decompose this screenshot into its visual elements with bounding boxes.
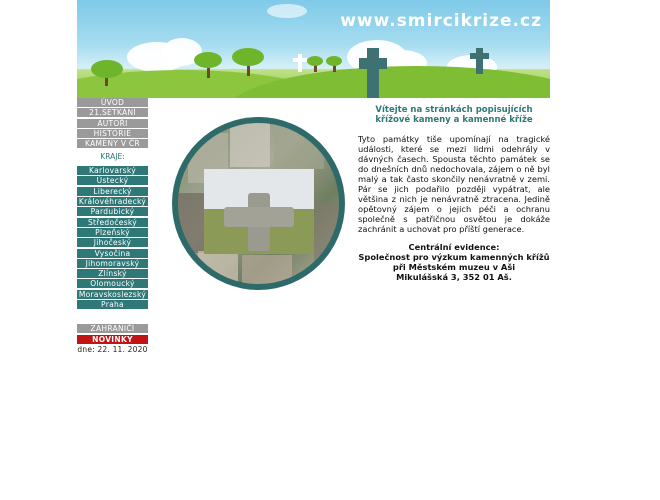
region-olomoucky[interactable]: Olomoucký [77, 279, 148, 288]
region-praha[interactable]: Praha [77, 300, 148, 309]
menu-item-autori[interactable]: AUTOŘI [77, 119, 148, 128]
evidence-title: Centrální evidence: [408, 242, 500, 252]
region-pardubicky[interactable]: Pardubický [77, 207, 148, 216]
site-title: www.smircikrize.cz [340, 11, 542, 31]
region-vysocina[interactable]: Vysočina [77, 249, 148, 258]
intro-text: Tyto památky tiše upomínají na tragické události, které se mezi lidmi odehrály v dávných časech. Spousta těchto památek se do dnešních dnů nedochovala, zájem o ně byl malý a tak často skončily nenávratně v zemi. Pár se jich podařilo později vypátrat, ale většina z nich je nenávratně ztracena. Jedině opětovný zájem o jejich péči a ochranu společně s patřičnou osvětou je dokáže zachránit a uchovat pro příští generace. [358, 134, 550, 234]
menu-item-setkani[interactable]: 21.SETKÁNÍ [77, 108, 148, 117]
photo-tile [274, 127, 324, 169]
cross-icon [293, 58, 307, 62]
hill [227, 66, 550, 98]
stone-cross-arm [224, 207, 294, 227]
photo-tile [314, 203, 339, 263]
photo-tile [230, 123, 270, 167]
cross-icon [298, 54, 302, 72]
menu-item-uvod[interactable]: ÚVOD [77, 98, 148, 107]
region-kralovehradecky[interactable]: Královéhradecký [78, 197, 147, 207]
tree [91, 60, 123, 78]
tree [307, 56, 323, 66]
welcome-heading [358, 105, 550, 125]
evidence-place: při Městském muzeu v Aši [392, 262, 516, 272]
evidence-organization: Společnost pro výzkum kamenných křížů [358, 252, 550, 262]
cross-icon [476, 48, 483, 74]
region-jihomoravsky[interactable]: Jihomoravský [77, 259, 148, 268]
header-banner [77, 0, 550, 98]
photo-collage [178, 123, 339, 284]
stone-cross-photo [172, 117, 345, 290]
evidence-address: Mikulášská 3, 352 01 Aš. [396, 272, 512, 282]
menu-item-novinky[interactable]: NOVINKY [77, 335, 148, 344]
welcome-line-2: křížové kameny a kamenné kříže [375, 115, 533, 125]
cross-icon [367, 48, 379, 98]
cross-icon [470, 53, 489, 59]
left-menu [77, 98, 148, 354]
region-moravskoslezsky[interactable]: Moravskoslezský [78, 289, 147, 299]
menu-item-kameny-v-cr[interactable]: KAMENY V ČR [77, 139, 148, 148]
region-karlovarsky[interactable]: Karlovarský [77, 166, 148, 175]
cloud [267, 4, 307, 18]
tree [194, 52, 222, 68]
main-content [358, 105, 550, 282]
menu-spacer [77, 310, 148, 324]
tree [232, 48, 264, 66]
cross-icon [359, 58, 387, 69]
menu-item-historie[interactable]: HISTORIE [77, 129, 148, 138]
tree [326, 56, 342, 66]
region-ustecky[interactable]: Ústecký [77, 176, 148, 185]
region-liberecky[interactable]: Liberecký [77, 187, 148, 196]
region-stredocesky[interactable]: Středočeský [77, 218, 148, 227]
photo-tile [198, 251, 238, 284]
photo-tile [242, 255, 292, 284]
region-plzensky[interactable]: Plzeňský [77, 228, 148, 237]
regions-label: KRAJE: [100, 152, 125, 162]
region-jihocesky[interactable]: Jihočeský [77, 238, 148, 247]
central-evidence [358, 242, 550, 282]
menu-item-zahranici[interactable]: ZAHRANIČÍ [77, 324, 148, 333]
region-zlinsky[interactable]: Zlínský [77, 269, 148, 278]
photo-tile [178, 193, 204, 253]
update-date: dne: 22. 11. 2020 [77, 344, 148, 354]
welcome-line-1: Vítejte na stránkách popisujících [375, 105, 533, 115]
